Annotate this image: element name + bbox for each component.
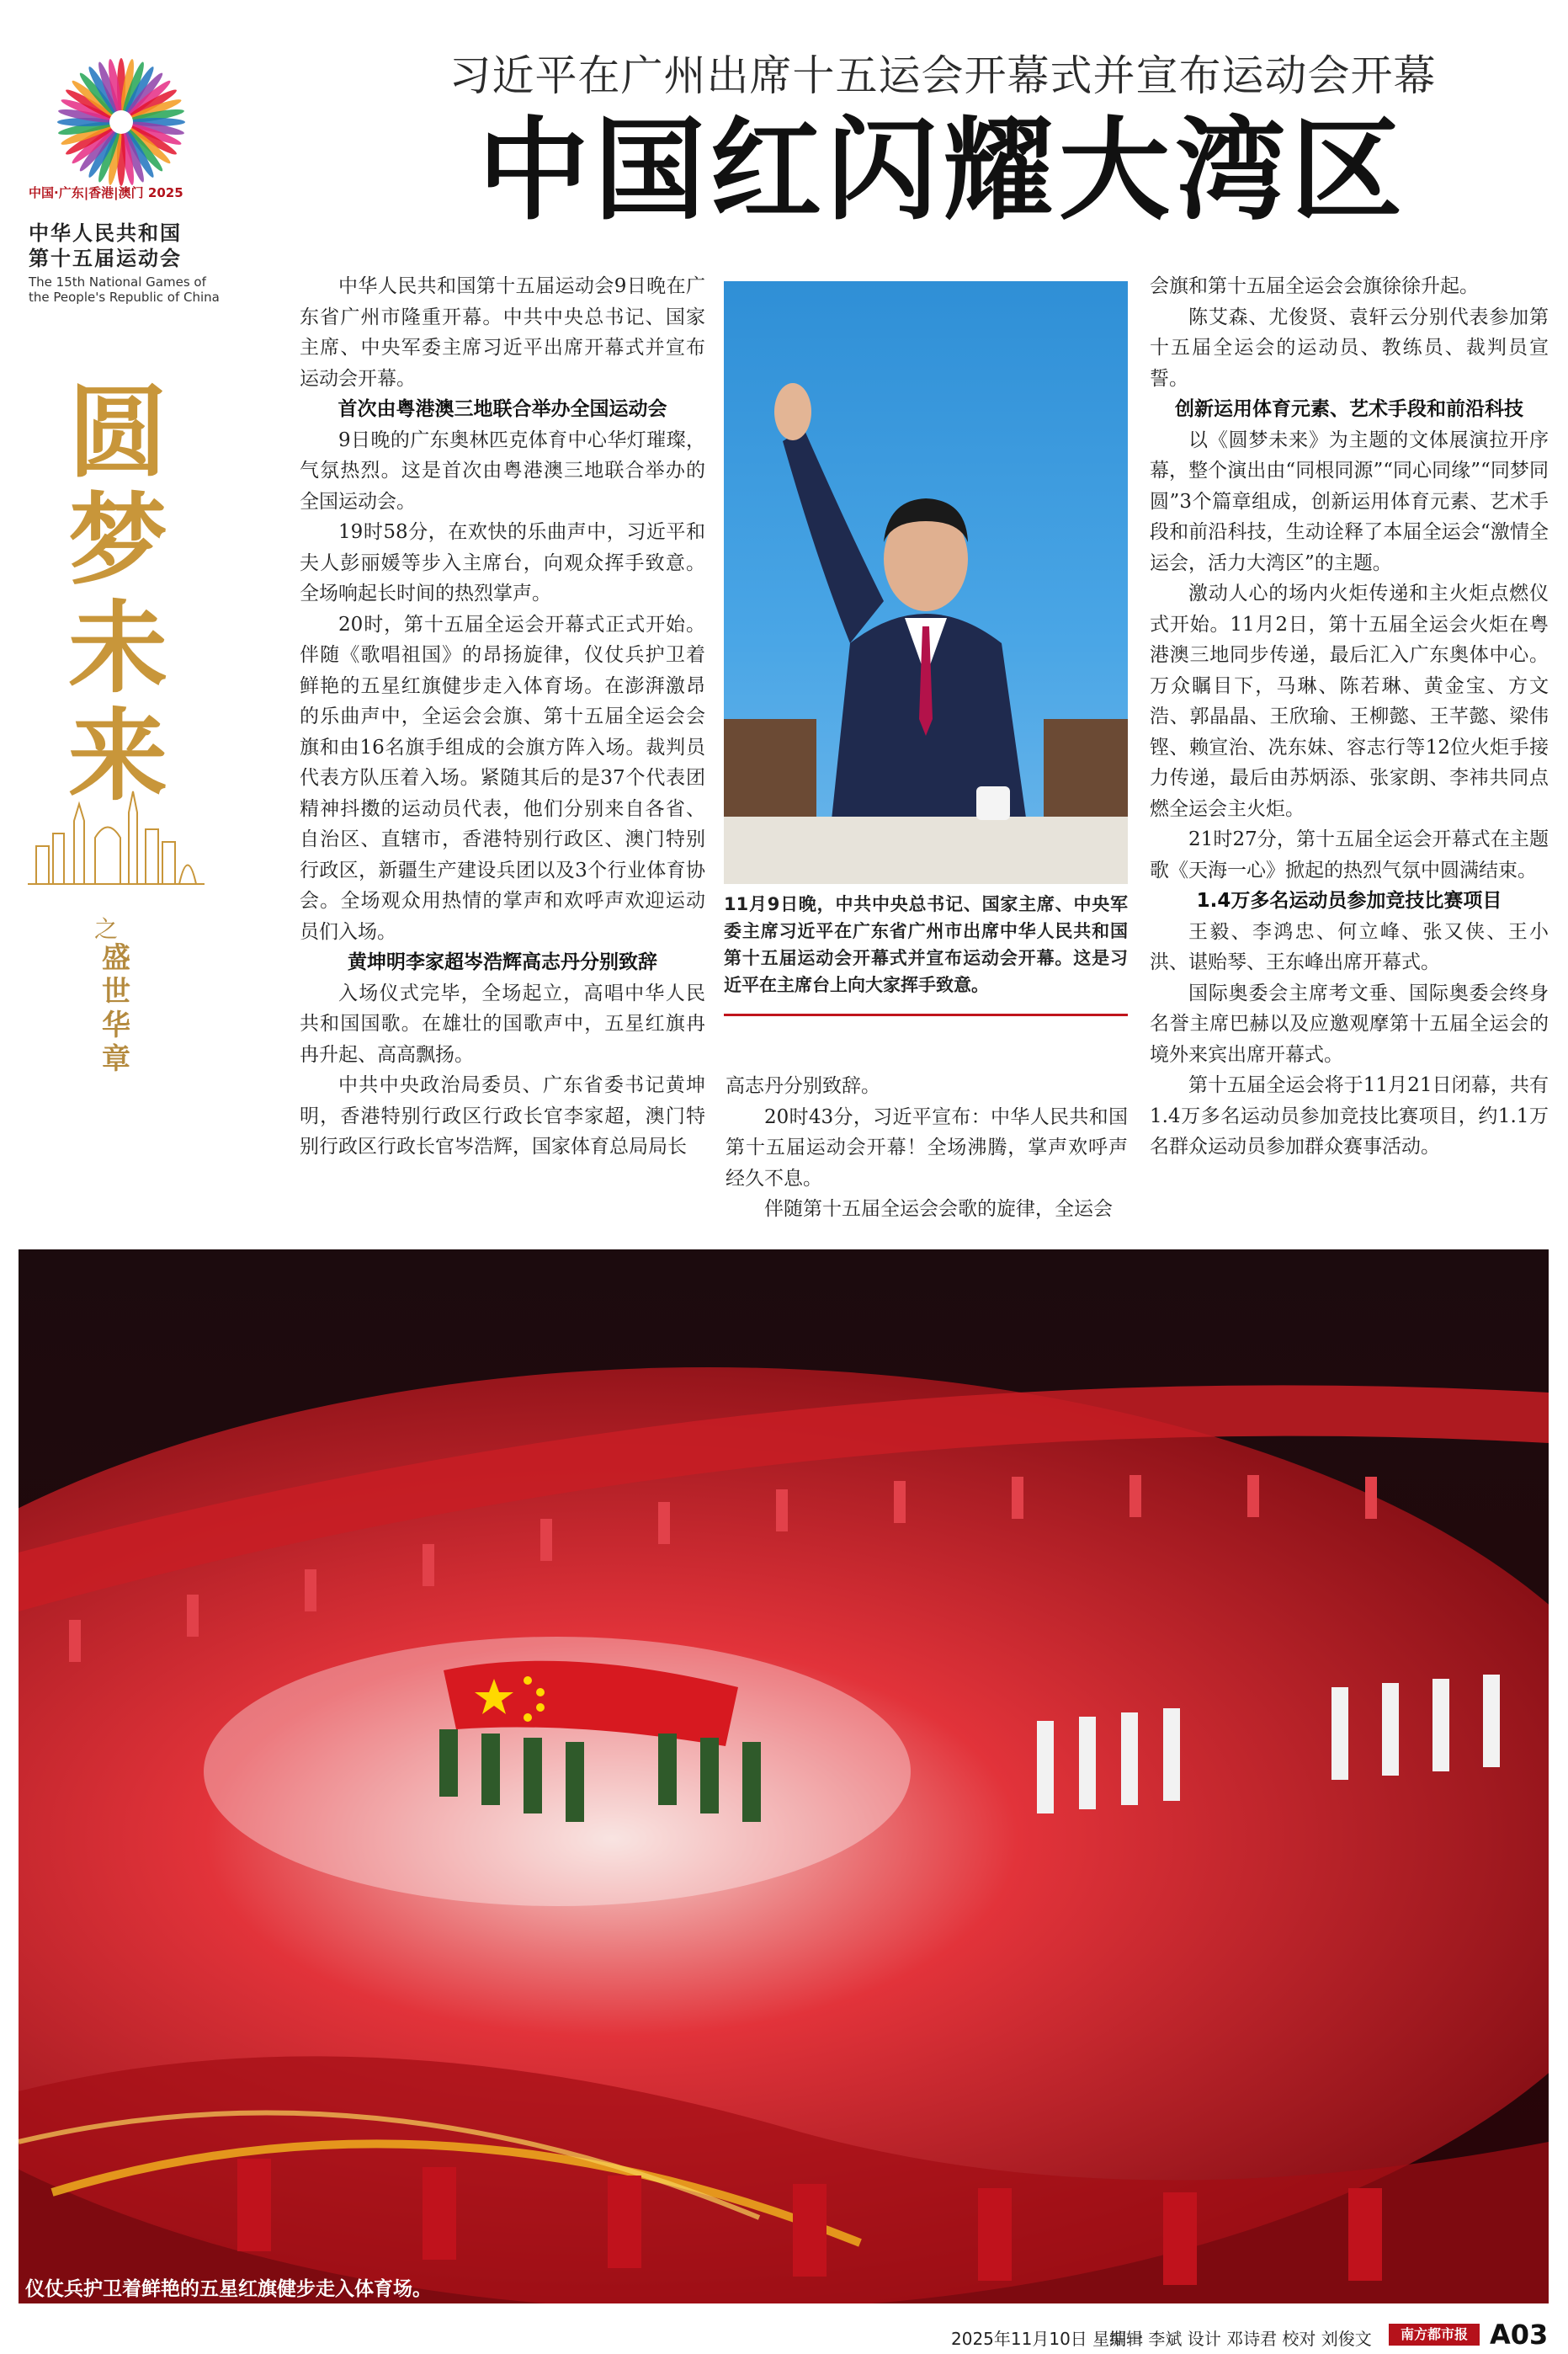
- paragraph: 20时43分，习近平宣布：中华人民共和国第十五届运动会开幕！全场沸腾，掌声欢呼声经久不息。: [726, 1105, 1128, 1190]
- subheading: 黄坤明李家超岑浩辉高志丹分别致辞: [348, 951, 657, 973]
- paragraph: 激动人心的场内火炬传递和主火炬点燃仪式开始。11月2日，第十五届全运会火炬在粤港澳三地同步传递，最后汇入广东奥体中心。万众瞩目下，马琳、陈若琳、黄金宝、方文浩、郭晶晶、王欣瑜、王柳懿、王芊懿、梁伟铿、赖宣治、冼东妹、容志行等12位火炬手接力传递，最后由苏炳添、张家朗、李祎共同点燃全运会主火炬。: [1150, 583, 1549, 820]
- games-name: [29, 221, 231, 271]
- portrait-photo: [724, 281, 1128, 884]
- page-number: A03: [1490, 2319, 1549, 2351]
- subheading: 创新运用体育元素、艺术手段和前沿科技: [1175, 398, 1523, 420]
- games-name-line2: 第十五届运动会: [29, 247, 182, 270]
- ceremony-caption: 仪仗兵护卫着鲜艳的五星红旗健步走入体育场。: [25, 2278, 432, 2300]
- paragraph: 国际奥委会主席考文垂、国际奥委会终身名誉主席巴赫以及应邀观摩第十五届全运会的境外来宾出席开幕式。: [1150, 982, 1549, 1066]
- games-name-english: [29, 274, 247, 305]
- paragraph: 20时，第十五届全运会开幕式正式开始。伴随《歌唱祖国》的昂扬旋律，仪仗兵护卫着鲜艳的五星红旗健步走入体育场。在澎湃激昂的乐曲声中，全运会会旗、第十五届全运会会旗和由16名旗手组成的会旗方阵入场。裁判员代表方队压着入场。紧随其后的是37个代表团精神抖擞的运动员代表，他们分别来自各省、自治区、直辖市，香港特别行政区、澳门特别行政区，新疆生产建设兵团以及3个行业体育协会。全场观众用热情的掌声和欢呼声欢迎运动员们入场。: [300, 613, 705, 943]
- paragraph: 入场仪式完毕，全场起立，高唱中华人民共和国国歌。在雄壮的国歌声中，五星红旗冉冉升起、高高飘扬。: [300, 982, 705, 1066]
- paragraph: 第十五届全运会将于11月21日闭幕，共有1.4万多名运动员参加竞技比赛项目，约1.1万名群众运动员参加群众赛事活动。: [1150, 1074, 1549, 1158]
- footer-date: 2025年11月10日 星期一: [951, 2329, 1144, 2349]
- paragraph: 伴随第十五届全运会会歌的旋律，全运会: [764, 1198, 1113, 1220]
- paragraph: 王毅、李鸿忠、何立峰、张又侠、王小洪、谌贻琴、王东峰出席开幕式。: [1150, 920, 1549, 973]
- subheading: 首次由粤港澳三地联合举办全国运动会: [338, 398, 667, 420]
- paragraph: 陈艾森、尤俊贤、袁轩云分别代表参加第十五届全运会的运动员、教练员、裁判员宣誓。: [1150, 306, 1549, 390]
- paragraph: 中共中央政治局委员、广东省委书记黄坤明，香港特别行政区行政长官李家超，澳门特别行政区行政长官岑浩辉，国家体育总局局长: [300, 1074, 705, 1158]
- games-name-en-line1: The 15th National Games of: [29, 274, 206, 290]
- article-column-1: [300, 271, 705, 1163]
- portrait-caption: 11月9日晚，中共中央总书记、国家主席、中央军委主席习近平在广东省广州市出席中华人民共和国第十五届运动会开幕式并宣布运动会开幕。这是习近平在主席台上向大家挥手致意。: [724, 894, 1128, 995]
- games-name-line1: 中华人民共和国: [29, 221, 182, 245]
- series-calligraphy-title: 圆梦未来: [67, 374, 167, 814]
- page-footer: [951, 2320, 1549, 2349]
- paragraph: 21时27分，第十五届全运会开幕式在主题歌《天海一心》掀起的热烈气氛中圆满结束。: [1150, 828, 1549, 881]
- series-connector: 之: [94, 915, 119, 943]
- caption-divider: [724, 1014, 1128, 1016]
- games-name-en-line2: the People's Republic of China: [29, 290, 220, 305]
- main-headline: 中国红闪耀大湾区: [478, 106, 1407, 236]
- newspaper-logo: 南方都市报: [1389, 2324, 1480, 2346]
- city-skyline-illustration: [24, 787, 209, 888]
- series-name: 盛世华章: [102, 941, 130, 1076]
- emblem-tagline: 中国·广东|香港|澳门 2025: [29, 185, 183, 200]
- paragraph: 9日晚的广东奥林匹克体育中心华灯璀璨，气氛热烈。这是首次由粤港澳三地联合举办的全国运动会。: [300, 429, 705, 513]
- subheading: 1.4万多名运动员参加竞技比赛项目: [1196, 890, 1502, 912]
- article-column-3: [1150, 271, 1549, 1163]
- paragraph: 中华人民共和国第十五届运动会9日晚在广东省广州市隆重开幕。中共中央总书记、国家主席、中央军委主席习近平出席开幕式并宣布运动会开幕。: [300, 275, 705, 390]
- paragraph: 19时58分，在欢快的乐曲声中，习近平和夫人彭丽媛等步入主席台，向观众挥手致意。全场响起长时间的热烈掌声。: [300, 521, 705, 604]
- footer-credits: 编辑 李斌 设计 邓诗君 校对 刘俊文: [1109, 2329, 1372, 2349]
- article-column-2: [726, 1071, 1128, 1225]
- ceremony-photo: [19, 1249, 1549, 2303]
- headline-kicker: 习近平在广州出席十五运会开幕式并宣布运动会开幕: [449, 51, 1437, 100]
- paragraph: 高志丹分别致辞。: [726, 1075, 880, 1097]
- paragraph: 以《圆梦未来》为主题的文体展演拉开序幕，整个演出由“同根同源”“同心同缘”“同梦同圆”3个篇章组成，创新运用体育元素、艺术手段和前沿科技，生动诠释了本届全运会“激情全运会，活力大湾区”的主题。: [1150, 429, 1549, 574]
- paragraph: 会旗和第十五届全运会会旗徐徐升起。: [1150, 275, 1479, 297]
